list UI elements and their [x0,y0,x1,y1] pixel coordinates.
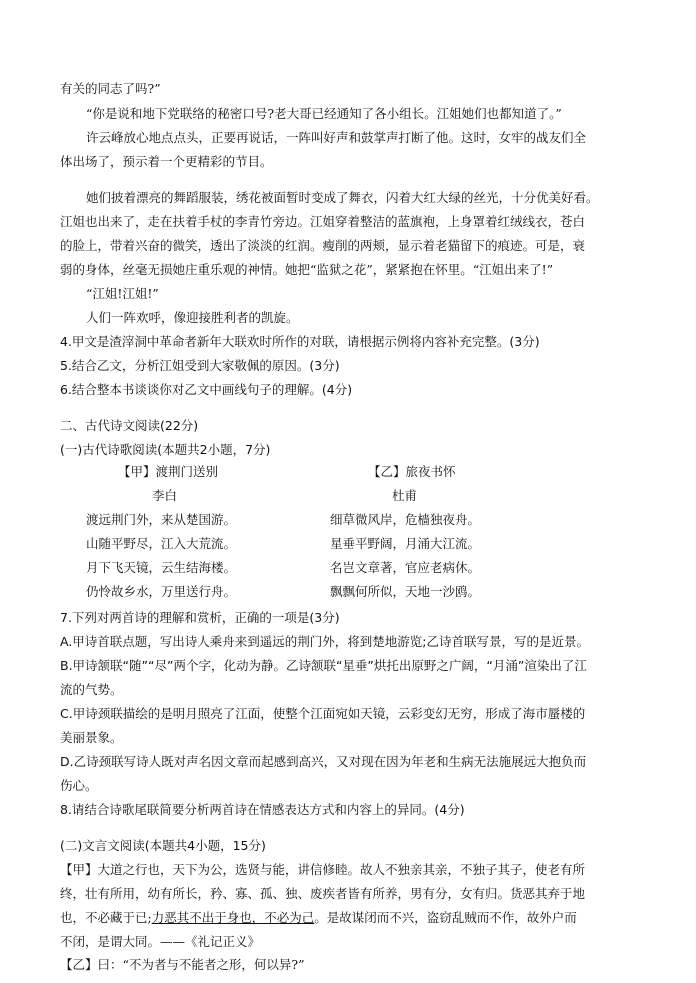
subsection-title: (一)古代诗歌阅读(本题共2小题，7分) [60,442,271,457]
prose-line: 不闭，是谓大同。——《礼记正义》 [60,934,261,949]
story-line: 弱的身体，丝毫无损她庄重乐观的神情。她把“监狱之花”，紧紧抱在怀里。“江姐出来了!” [60,262,554,277]
question-7-option: 美丽景象。 [60,730,123,745]
story-line: “你是说和地下党联络的秘密口号?老大哥已经通知了各小组长。江姐她们也都知道了。” [86,106,562,121]
poem-a-line: 山随平野尽，江入大荒流。 [86,536,237,551]
story-line: 她们披着漂亮的舞蹈服装，绣花被面暂时变成了舞衣，闪着大红大绿的丝光，十分优美好看。 [86,190,599,205]
story-line: 许云峰放心地点点头，正要再说话，一阵叫好声和鼓掌声打断了他。这时，女牢的战友们全 [86,130,587,145]
question-5: 5.结合乙文，分析江姐受到大家敬佩的原因。(3分) [60,358,340,373]
prose-line: 【乙】曰：“不为者与不能者之形，何以异?” [60,957,305,972]
story-line: 江姐也出来了，走在扶着手杖的李青竹旁边。江姐穿着整洁的蓝旗袍，上身罩着红绒线衣，苍白 [60,214,586,229]
poem-a-title: 【甲】渡荆门送别 [118,464,219,479]
story-line: 人们一阵欢呼，像迎接胜利者的凯旋。 [86,310,299,325]
prose-line: 【甲】大道之行也，天下为公，选贤与能，讲信修睦。故人不独亲其亲，不独子其子，使老有所 [60,862,586,877]
underlined-sentence: 力恶其不出于身也，不必为己 [151,910,315,925]
poem-b-line: 细草微风岸，危樯独夜舟。 [330,512,481,527]
prose-text: 。是故谋闭而不兴，盗窃乱贼而不作，故外户而 [314,910,577,925]
story-line: 的脸上，带着兴奋的微笑，透出了淡淡的红润。瘦削的两颊，显示着老猫留下的痕迹。可是，衰 [60,238,586,253]
story-line: “江姐!江姐!” [86,286,159,301]
prose-line: 终，壮有所用，幼有所长，矜、寡、孤、独、废疾者皆有所养，男有分，女有归。货恶其弃于地 [60,886,586,901]
question-7-option: A.甲诗首联点题，写出诗人乘舟来到遥远的荆门外，将到楚地游览;乙诗首联写景，写的是近景。 [60,634,590,649]
question-6: 6.结合整本书谈谈你对乙文中画线句子的理解。(4分) [60,382,353,397]
question-8: 8.请结合诗歌尾联简要分析两首诗在情感表达方式和内容上的异同。(4分) [60,802,465,817]
story-line: 有关的同志了吗?” [60,81,161,96]
section-title: 二、古代诗文阅读(22分) [60,418,199,433]
poem-b-author: 杜甫 [392,488,418,503]
prose-text: 也，不必藏于已; [60,910,152,925]
question-7-option: 流的气势。 [60,682,123,697]
poem-a-line: 仍怜故乡水，万里送行舟。 [86,584,237,599]
subsection-title: (二)文言文阅读(本题共4小题，15分) [60,838,266,853]
poem-b-line: 名岂文章著，官应老病休。 [330,560,481,575]
poem-a-line: 渡远荆门外，来从楚国游。 [86,512,237,527]
question-7-option: D.乙诗颈联写诗人既对声名因文章而起感到高兴，又对现在因为年老和生病无法施展远大抱负而 [60,754,587,769]
question-7-stem: 7.下列对两首诗的理解和赏析，正确的一项是(3分) [60,610,340,625]
poem-b-line: 飘飘何所似，天地一沙鸥。 [330,584,481,599]
question-7-option: B.甲诗颔联“随”“尽”两个字，化动为静。乙诗颔联“星垂”烘托出原野之广阔，“月涌”渲染出了江 [60,658,587,673]
question-4: 4.甲文是渣滓洞中革命者新年大联欢时所作的对联，请根据示例将内容补充完整。(3分) [60,334,540,349]
question-7-option: 伤心。 [60,778,98,793]
story-line: 体出场了，预示着一个更精彩的节目。 [60,154,273,169]
poem-a-line: 月下飞天镜，云生结海楼。 [86,560,237,575]
question-7-option: C.甲诗颈联描绘的是明月照亮了江面，使整个江面宛如天镜，云彩变幻无穷，形成了海市蜃楼的 [60,706,586,721]
poem-b-title: 【乙】旅夜书怀 [368,464,456,479]
poem-a-author: 李白 [152,488,178,503]
poem-b-line: 星垂平野阔，月涌大江流。 [330,536,481,551]
prose-line [60,906,660,930]
